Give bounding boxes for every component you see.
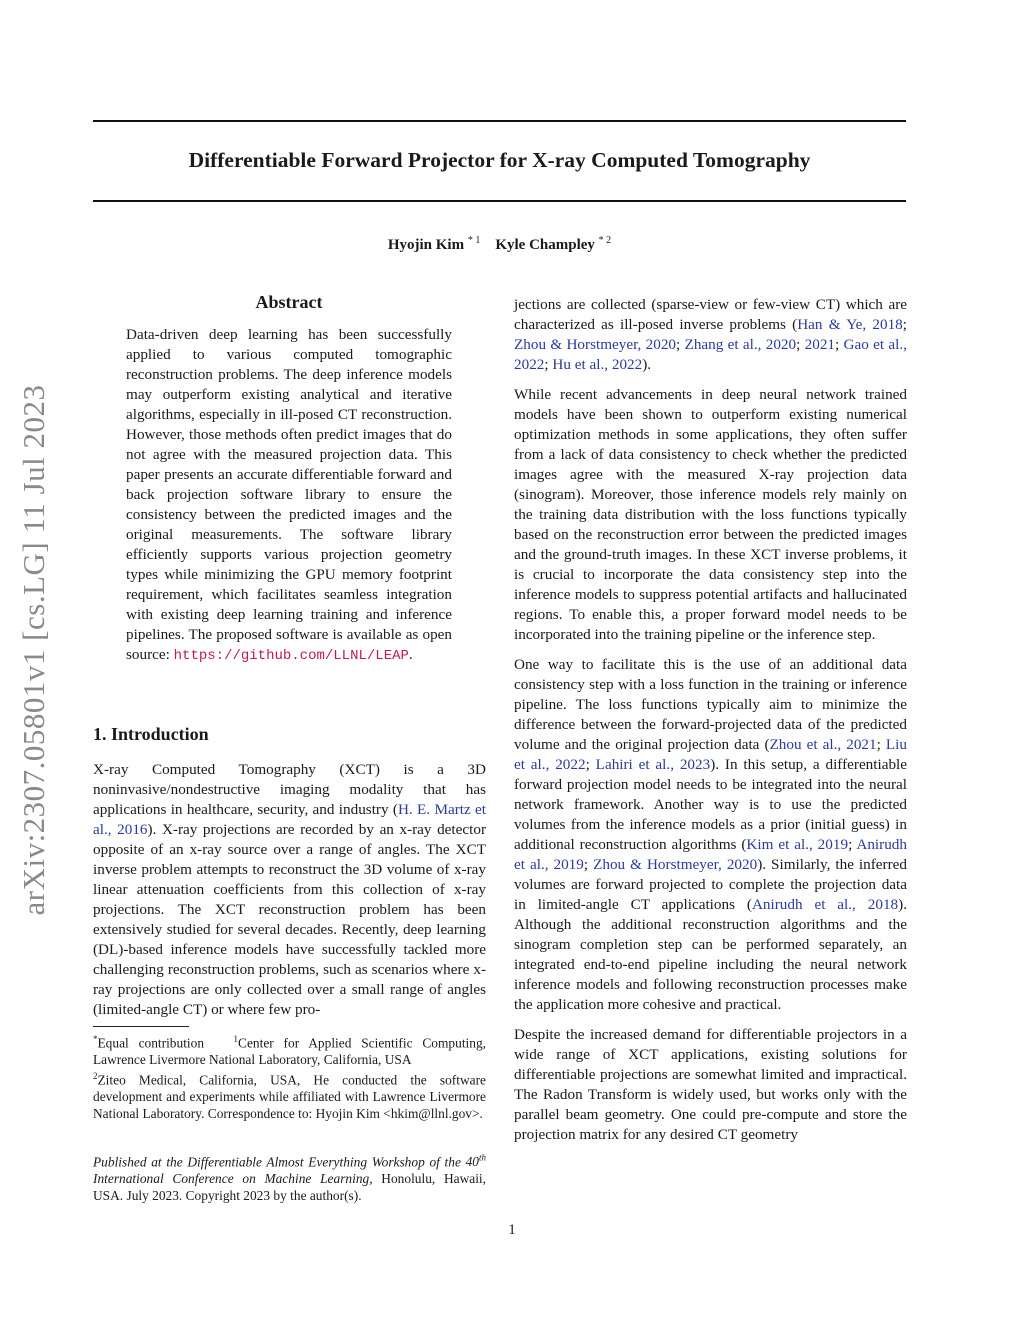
citation-link[interactable]: H. E. Martz et al., 2016 bbox=[93, 801, 486, 838]
citation-link[interactable]: Zhang et al., 2020 bbox=[684, 336, 797, 353]
pub-ordinal-suffix: th bbox=[478, 1153, 486, 1163]
abstract-body bbox=[126, 325, 452, 666]
footnote-equal: Equal contribution bbox=[97, 1035, 205, 1051]
author-list bbox=[93, 235, 906, 254]
citation-link[interactable]: Zhou et al., 2021 bbox=[769, 736, 877, 753]
footnote-affiliation-1: Center for Applied Scientific Computing, Lawrence Livermore National Laboratory, California, USA bbox=[93, 1035, 486, 1067]
footnote-mark: 1 bbox=[233, 1034, 239, 1044]
pub-ordinal: 40 bbox=[465, 1154, 479, 1170]
pub-workshop: Published at the Differentiable Almost Everything Workshop of the bbox=[93, 1154, 461, 1170]
citation-link[interactable]: Liu et al., 2022 bbox=[514, 736, 907, 773]
body-text: ). In this setup, a differentiable forward projection model needs to be integrated into the neural network framework. Another way is to use the predicted volumes from the inference models as a prior (initial guess) in additional reconstruction algorithms ( bbox=[514, 756, 908, 853]
paper-title: Differentiable Forward Projector for X-ray Computed Tomography bbox=[188, 148, 811, 172]
citation-link[interactable]: Zhou & Horstmeyer, 2020 bbox=[514, 336, 677, 353]
author-marks: * 1 bbox=[467, 235, 481, 246]
citation-link[interactable]: Hu et al., 2022 bbox=[552, 356, 643, 373]
arxiv-identifier: arXiv:2307.05801v1 [cs.LG] 11 Jul 2023 bbox=[16, 384, 51, 916]
right-column bbox=[514, 295, 907, 1145]
body-text: One way to facilitate this is the use of an additional data consistency step with a loss function in the training or inference pipeline. The loss functions typically aim to minimize the difference between the forward-projected data of the predicted volume and the original projection data ( bbox=[514, 656, 907, 753]
paragraph: While recent advancements in deep neural network trained models have been shown to outperform existing numerical optimization methods in some applications, they often suffer from a lack of data consistency to check whether the predicted images agree with the measured X-ray projection data (sinogram). Moreover, those inference models rely mainly on the training data distribution with the loss functions typically based on the reconstruction error between the predicted images and the ground-truth images. In these XCT inverse problems, it is crucial to incorporate the data consistency step into the inference models to suppress potential artifacts and hallucinated regions. To enable this, a proper forward model needs to be incorporated into the training pipeline or the inference step. bbox=[514, 386, 907, 643]
pub-conference: International Conference on Machine Learning bbox=[93, 1171, 370, 1187]
citation-link[interactable]: Anirudh et al., 2018 bbox=[751, 896, 899, 913]
citation-link[interactable]: Gao et al., 2022 bbox=[514, 336, 907, 373]
author-name: Kyle Champley bbox=[495, 237, 595, 253]
author-name: Hyojin Kim bbox=[387, 237, 465, 253]
title-rule-top bbox=[93, 120, 906, 122]
body-text: jections are collected (sparse-view or few-view CT) which are characterized as ill-posed inverse problems ( bbox=[514, 296, 907, 333]
citation-link[interactable]: Kim et al., 2019 bbox=[746, 836, 849, 853]
citation-link[interactable]: Anirudh et al., 2019 bbox=[514, 836, 907, 873]
intro-text: X-ray Computed Tomography (XCT) is a 3D noninvasive/nondestructive imaging modality that has applications in healthcare, security, and industry ( bbox=[93, 761, 486, 818]
abstract-end: . bbox=[408, 646, 413, 663]
section-heading-introduction: 1. Introduction bbox=[93, 724, 209, 744]
abstract-heading: Abstract bbox=[255, 292, 323, 312]
pub-rest: , Honolulu, Hawaii, USA. July 2023. Copyright 2023 by the author(s). bbox=[93, 1171, 487, 1204]
publication-note bbox=[93, 1150, 486, 1204]
paragraph: One way to facilitate this is the use of an additional data consistency step with a loss function in the training or inference pipeline. The loss functions typically aim to minimize the difference between the forward-projected data of the predicted volume and the original projection data (Zhou et al., 2021; Liu et al., 2022; Lahiri et al., 2023). In this setup, a differentiable forward projection model needs to be integrated into the neural network framework. Another way is to use the predicted volumes from the inference models as a prior (initial guess) in additional reconstruction algorithms (Kim et al., 2019; Anirudh et al., 2019; Zhou & Horstmeyer, 2020). Similarly, the inferred volumes are forward projected to complete the projection data in limited-angle CT applications (Anirudh et al., 2018). Although the additional reconstruction algorithms and the sinogram completion step can be performed separately, an integrated end-to-end pipeline including the neural network inference models and following reconstruction processes make the application more cohesive and practical. bbox=[514, 656, 908, 1013]
author-marks: * 2 bbox=[598, 235, 612, 246]
footnote-affiliation-2: Ziteo Medical, California, USA, He conducted the software development and experiments while affiliated with Lawrence Livermore National Laboratory. Correspondence to: Hyojin Kim <hkim@llnl.gov>. bbox=[93, 1072, 486, 1121]
title-rule-bottom bbox=[93, 200, 906, 202]
body-text: ). bbox=[642, 356, 652, 373]
paragraph: jections are collected (sparse-view or few-view CT) which are characterized as ill-posed inverse problems (Han & Ye, 2018; Zhou & Horstmeyer, 2020; Zhang et al., 2020; 2021; Gao et al., 2022; Hu et al., 2022). bbox=[514, 296, 907, 373]
page-number: 1 bbox=[508, 1222, 516, 1238]
abstract-text: Data-driven deep learning has been successfully applied to various computed tomographic reconstruction problems. The deep inference models may outperform existing analytical and iterative algorithms, especially in ill-posed CT reconstruction. However, those methods often predict images that do not agree with the measured projection data. This paper presents an accurate differentiable forward and back projection software library to ensure the consistency between the predicted images and the original measurements. The software library efficiently supports various projection geometry types while minimizing the GPU memory footprint requirement, which facilitates seamless integration with existing deep learning training and inference pipelines. The proposed software is available as open source: bbox=[126, 326, 452, 663]
footnote-mark: 2 bbox=[93, 1071, 98, 1082]
introduction-body bbox=[93, 760, 486, 1020]
body-text: ). Similarly, the inferred volumes are forward projected to complete the projection data in limited-angle CT applications ( bbox=[514, 856, 907, 913]
citation-link[interactable]: Han & Ye, 2018 bbox=[797, 316, 903, 333]
body-text: ). Although the additional reconstruction algorithms and the sinogram completion step can be performed separately, an integrated end-to-end pipeline including the neural network inference models and following reconstruction processes make the application more cohesive and practical. bbox=[514, 896, 907, 1013]
footnotes bbox=[93, 1031, 486, 1122]
citation-link[interactable]: Lahiri et al., 2023 bbox=[595, 756, 711, 773]
citation-link[interactable]: 2021 bbox=[804, 336, 836, 353]
paragraph: Despite the increased demand for differentiable projectors in a wide range of XCT applications, existing solutions for differentiable projections are somewhat limited and impractical. The Radon Transform is widely used, but works only with the parallel beam geometry. One could pre-compute and store the projection matrix for any desired CT geometry bbox=[514, 1026, 907, 1143]
code-link[interactable]: https://github.com/LLNL/LEAP bbox=[173, 648, 409, 664]
citation-link[interactable]: Zhou & Horstmeyer, 2020 bbox=[593, 856, 758, 873]
footnote-mark: * bbox=[93, 1034, 98, 1044]
intro-text: ). X-ray projections are recorded by an x-ray detector opposite of an x-ray source over a range of angles. The XCT inverse problem attempts to reconstruct the 3D volume of x-ray linear attenuation coefficients from this collection of x-ray projections. The XCT reconstruction problem has been extensively studied for several decades. Recently, deep learning (DL)-based inference models have successfully tackled more challenging reconstruction problems, such as scenarios where x-ray projections are only collected over a small range of angles (limited-angle CT) or where few pro- bbox=[93, 821, 486, 1018]
footnote-rule bbox=[93, 1026, 189, 1027]
